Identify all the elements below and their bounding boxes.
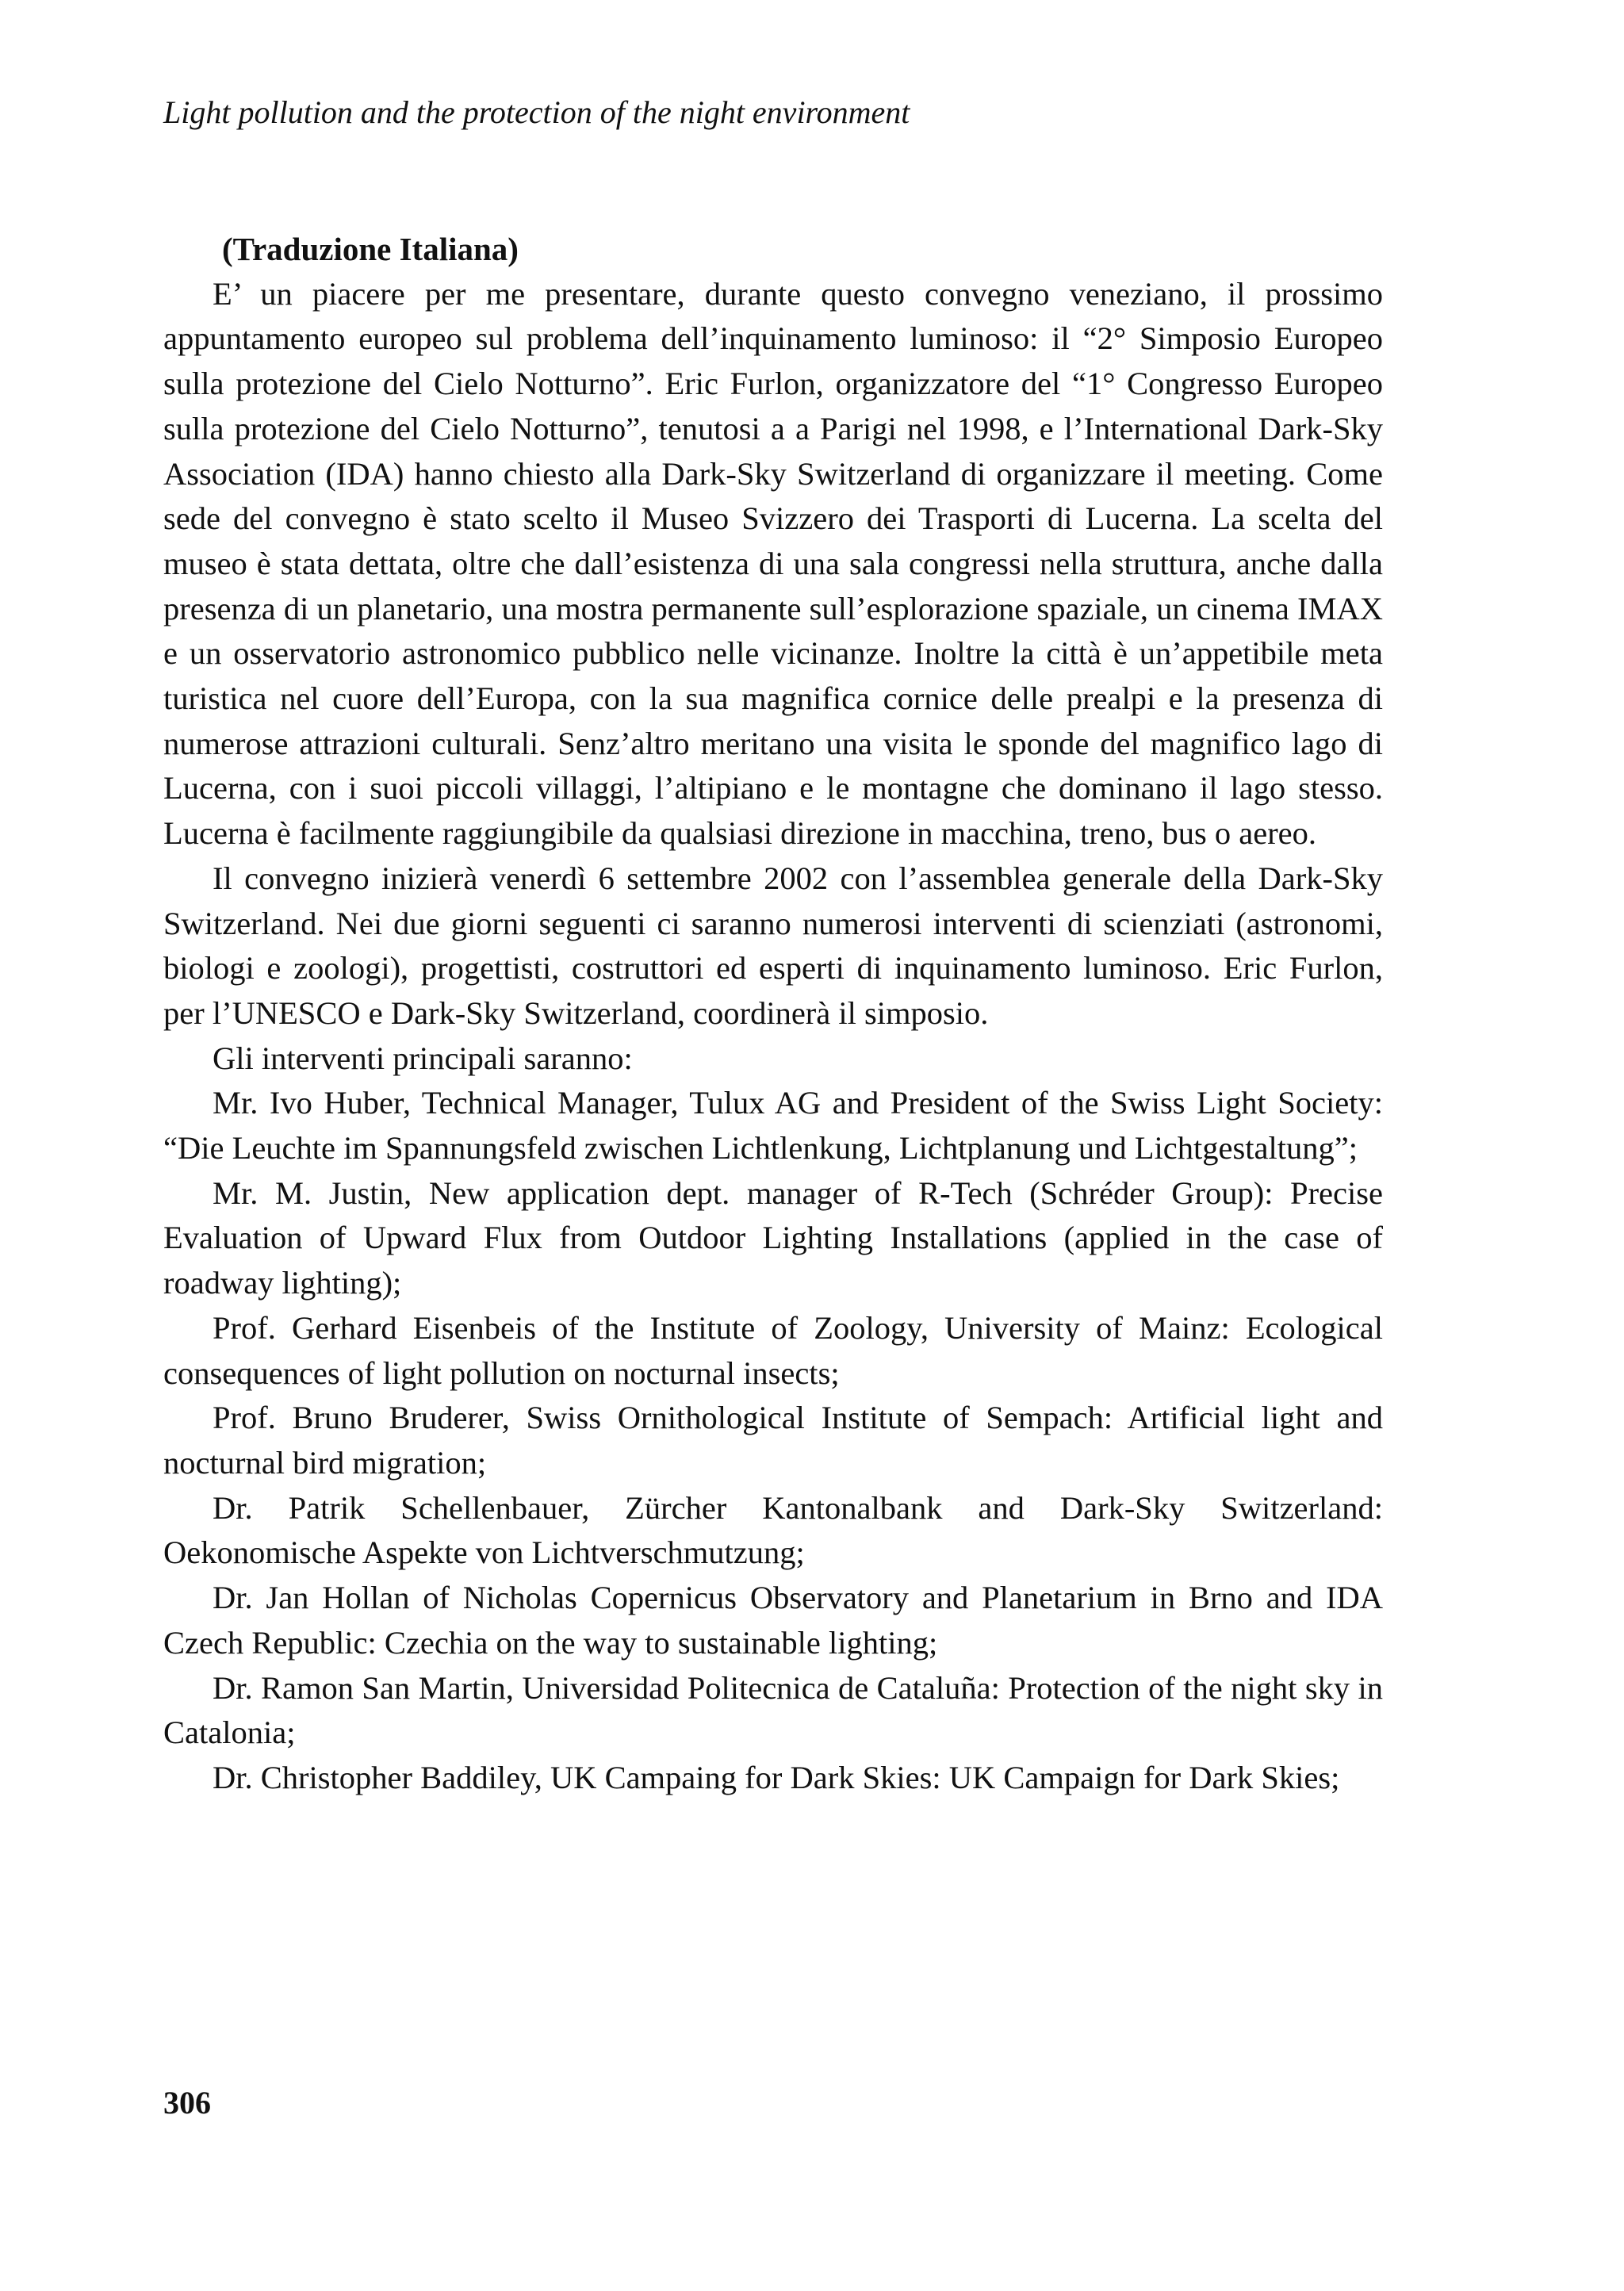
paragraph-speakers-intro: Gli interventi principali saranno: — [213, 1040, 633, 1076]
speaker-entry: Dr. Jan Hollan of Nicholas Copernicus Observatory and Planetarium in Brno and IDA Czech Republic: Czechia on the way to sustainable lighting; — [163, 1580, 1383, 1661]
speaker-entry: Mr. M. Justin, New application dept. manager of R-Tech (Schréder Group): Precise Evaluation of Upward Flux from Outdoor Lighting Installations (applied in the case of roadway lighting); — [163, 1174, 1383, 1301]
page-body — [163, 227, 1383, 1801]
running-header: Light pollution and the protection of the night environment — [163, 94, 910, 130]
paragraph-schedule: Il convegno inizierà venerdì 6 settembre 2002 con l’assemblea generale della Dark-Sky Switzerland. Nei due giorni seguenti ci saranno numerosi interventi di scienziati (astronomi, biologi e zoologi), progettisti, costruttori ed esperti di inquinamento luminoso. Eric Furlon, per l’UNESCO e Dark-Sky Switzerland, coordinerà il simposio. — [163, 860, 1383, 1031]
page-number: 306 — [163, 2085, 211, 2121]
speaker-entry: Prof. Gerhard Eisenbeis of the Institute of Zoology, University of Mainz: Ecological consequences of light pollution on nocturnal insects; — [163, 1309, 1383, 1391]
speaker-entry: Prof. Bruno Bruderer, Swiss Ornithological Institute of Sempach: Artificial light and nocturnal bird migration; — [163, 1400, 1383, 1481]
speaker-entry: Mr. Ivo Huber, Technical Manager, Tulux AG and President of the Swiss Light Society: “Die Leuchte im Spannungsfeld zwischen Lichtlenkung, Lichtplanung und Lichtgestaltung”; — [163, 1085, 1383, 1167]
speaker-entry: Dr. Christopher Baddiley, UK Campaing for Dark Skies: UK Campaign for Dark Skies; — [213, 1759, 1340, 1795]
speaker-entry: Dr. Ramon San Martin, Universidad Politecnica de Cataluña: Protection of the night sky in Catalonia; — [163, 1669, 1383, 1751]
section-heading: (Traduzione Italiana) — [222, 231, 519, 267]
speaker-entry: Dr. Patrik Schellenbauer, Zürcher Kantonalbank and Dark-Sky Switzerland: Oekonomische Aspekte von Lichtverschmutzung; — [163, 1489, 1383, 1571]
paragraph-intro: E’ un piacere per me presentare, durante questo convegno veneziano, il prossimo appuntamento europeo sul problema dell’inquinamento luminoso: il “2° Simposio Europeo sulla protezione del Cielo Notturno”. Eric Furlon, organizzatore del “1° Congresso Europeo sulla protezione del Cielo Notturno”, tenutosi a a Parigi nel 1998, e l’International Dark-Sky Association (IDA) hanno chiesto alla Dark-Sky Switzerland di organizzare il meeting. Come sede del convegno è stato scelto il Museo Svizzero dei Trasporti di Lucerna. La scelta del museo è stata dettata, oltre che dall’esistenza di una sala congressi nella struttura, anche dalla presenza di un planetario, una mostra permanente sull’esplorazione spaziale, un cinema IMAX e un osservatorio astronomico pubblico nelle vicinanze. Inoltre la città è un’appetibile meta turistica nel cuore dell’Europa, con la sua magnifica cornice delle prealpi e la presenza di numerose attrazioni culturali. Senz’altro meritano una visita le sponde del magnifico lago di Lucerna, con i suoi piccoli villaggi, l’altipiano e le montagne che dominano il lago stesso. Lucerna è facilmente raggiungibile da qualsiasi direzione in macchina, treno, bus o aereo. — [163, 275, 1383, 852]
